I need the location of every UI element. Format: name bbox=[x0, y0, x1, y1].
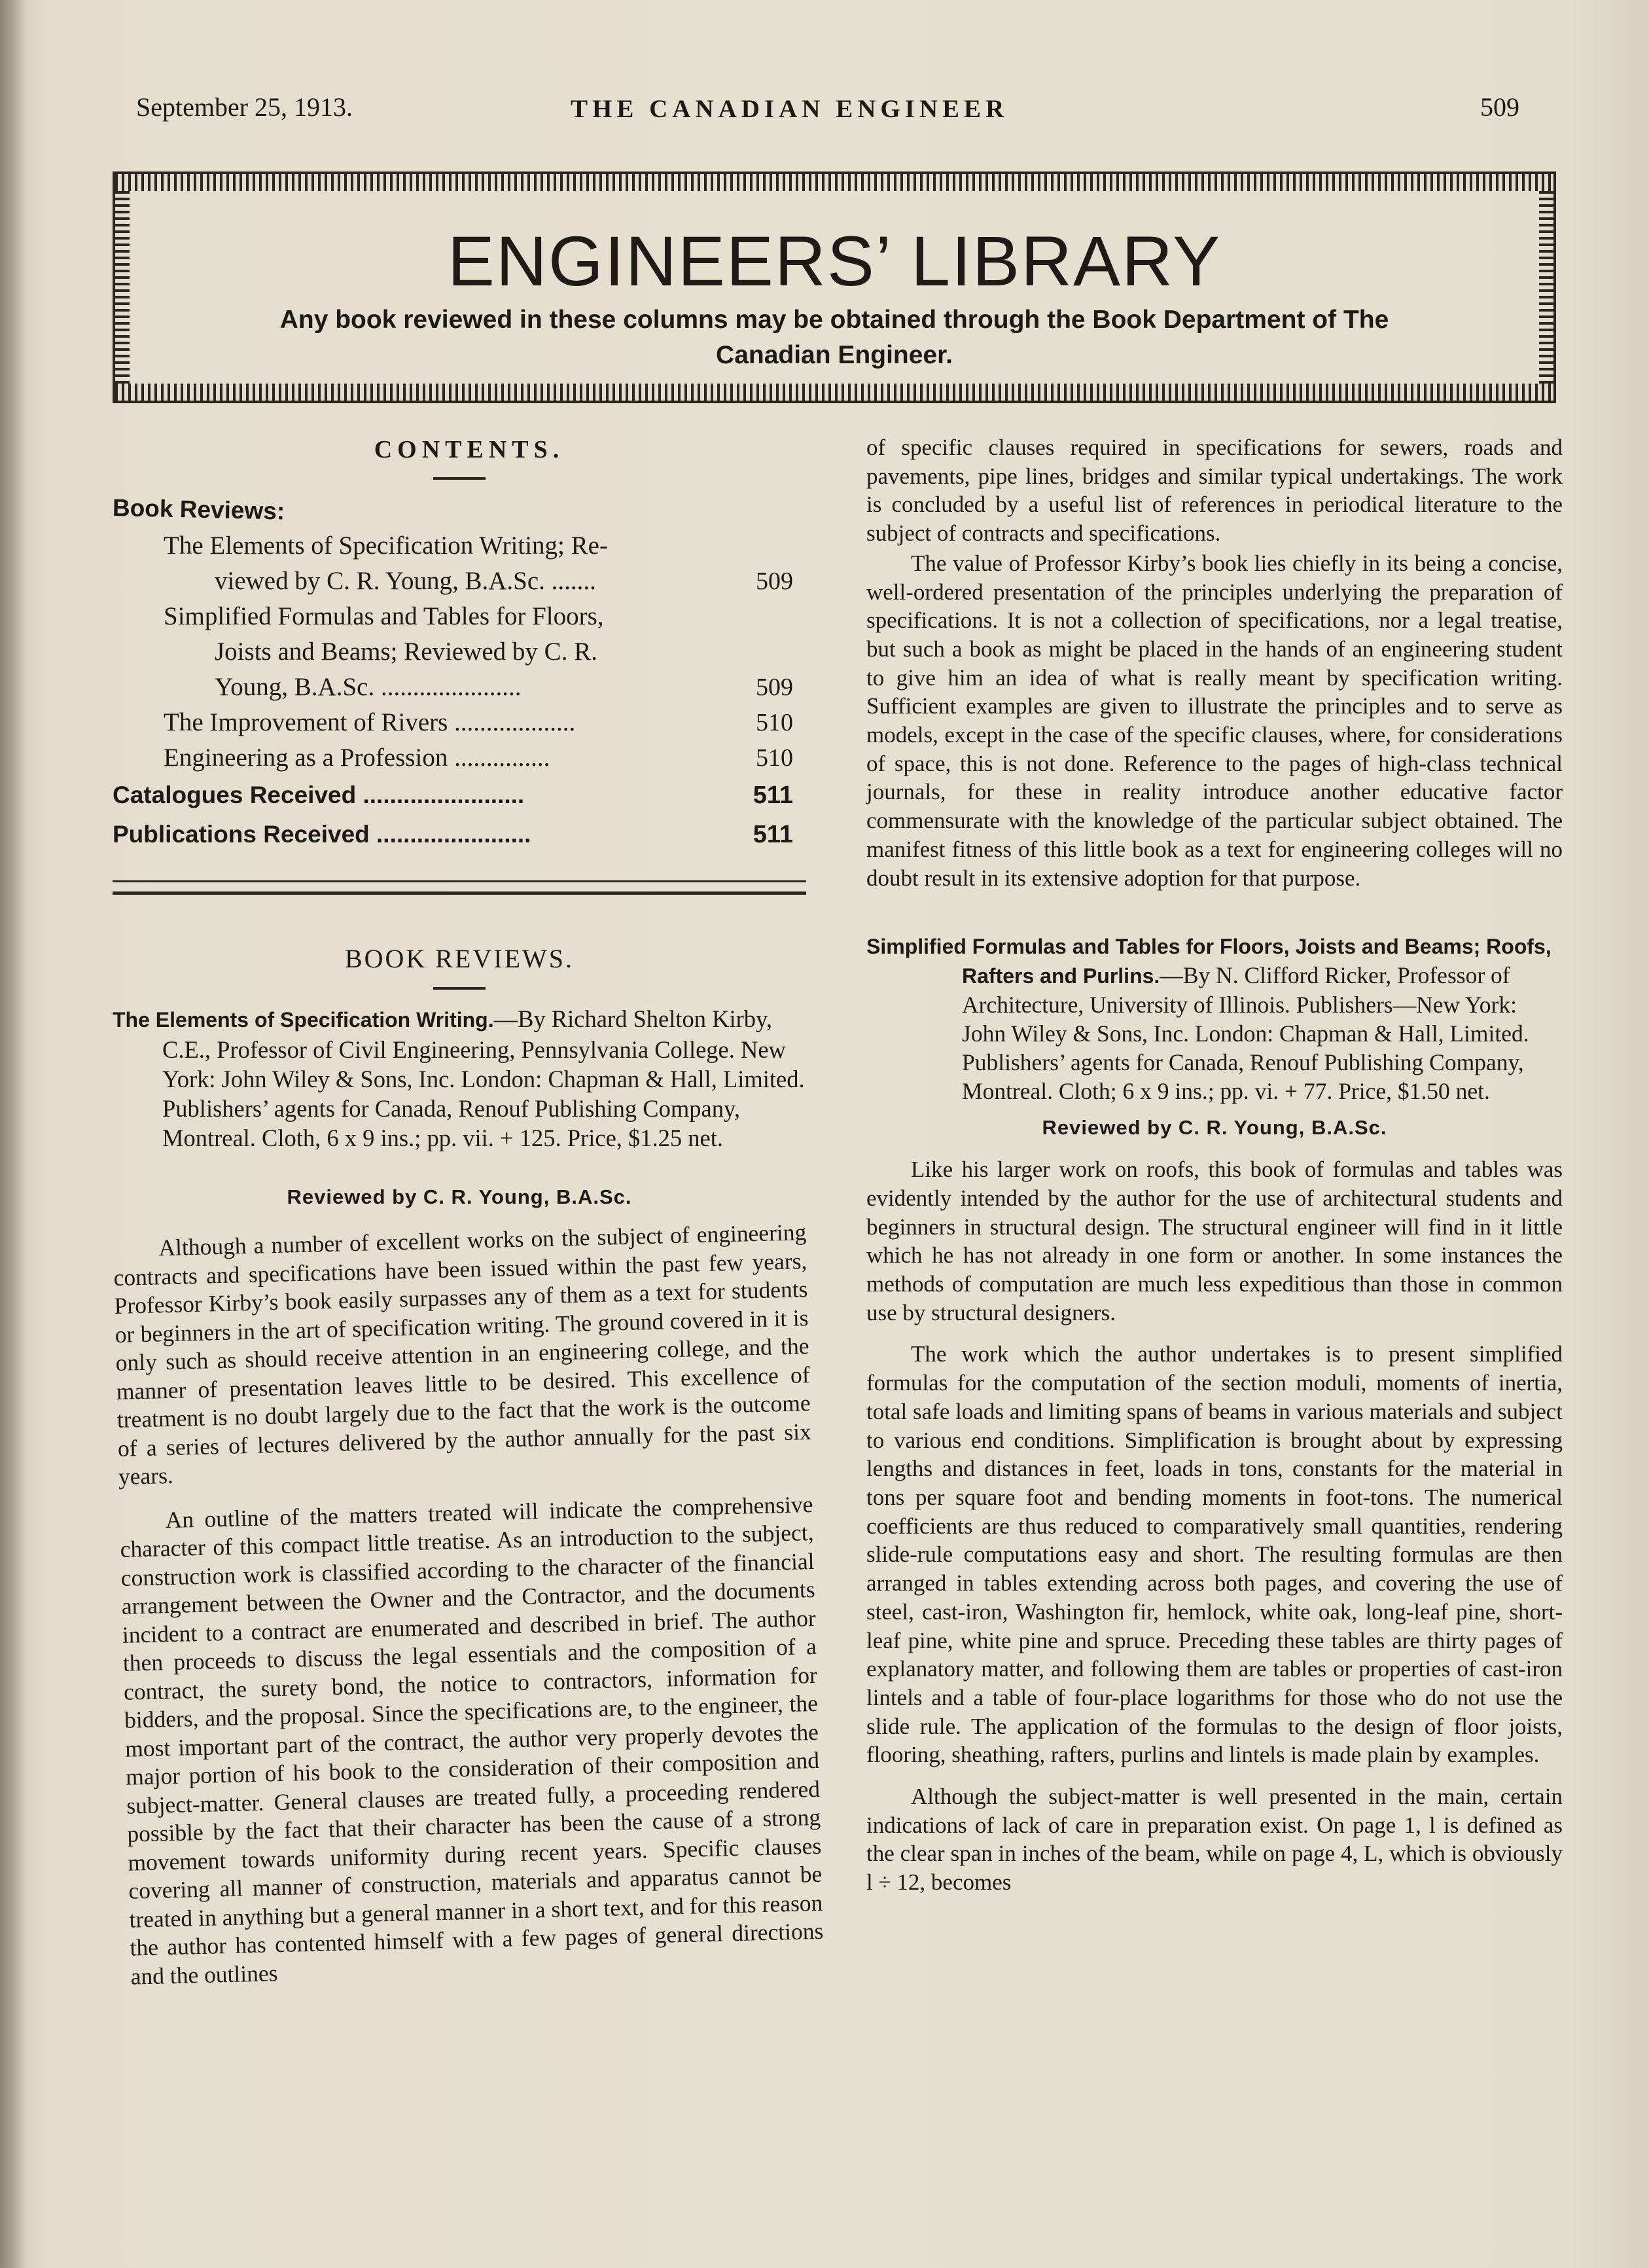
toc-major-label: Publications Received ....................... bbox=[113, 821, 531, 848]
review-paragraph: of specific clauses required in specifications for sewers, roads and pavements, pipe lines, bridges and similar typical undertakings. The work is concluded by a useful list of references in periodical literature to the subject of contracts and specifications. bbox=[866, 435, 1563, 547]
toc-entry bbox=[113, 740, 806, 776]
short-rule bbox=[433, 477, 486, 480]
toc-entry-line: viewed by C. R. Young, B.A.Sc. ....... bbox=[215, 567, 596, 595]
review-2-bibliographic: —By N. Clifford Ricker, Professor of Architecture, University of Illinois. Publishers—New York: John Wiley & Sons, Inc. London: Chapman & Hall, Limited. Publishers’ agents for Canada, Renouf Publishing Company, Montreal. Cloth; 6 x 9 ins.; pp. vi. + 77. Price, $1.50 net. bbox=[962, 962, 1529, 1105]
running-head bbox=[0, 92, 1649, 131]
page-number: 509 bbox=[1480, 92, 1519, 122]
banner-title: ENGINEERS’ LIBRARY bbox=[447, 221, 1222, 300]
banner-hatch-top bbox=[115, 174, 1553, 191]
toc-entry bbox=[113, 528, 806, 599]
toc-entry-line: The Elements of Specification Writing; Re- bbox=[164, 531, 608, 560]
short-rule bbox=[433, 987, 486, 990]
left-column bbox=[112, 435, 824, 2007]
review-1-bibliographic: —By Richard Shelton Kirby, C.E., Professor of Civil Engineering, Pennsylvania College. New York: John Wiley & Sons, Inc. London: Chapman & Hall, Limited. Publishers’ agents for Canada, Renouf Publishing Company, Montreal. Cloth, 6 x 9 ins.; pp. vii. + 125. Price, $1.25 net. bbox=[162, 1005, 805, 1151]
toc-entry-line: Simplified Formulas and Tables for Floors, bbox=[164, 602, 604, 630]
toc-entry-line: Young, B.A.Sc. ...................... bbox=[215, 673, 522, 701]
review-1-reviewer: Reviewed by C. R. Young, B.A.Sc. bbox=[287, 1185, 632, 1208]
section-divider bbox=[113, 880, 806, 895]
toc-major-entry bbox=[113, 776, 806, 815]
toc-entry-line: The Improvement of Rivers ................... bbox=[164, 708, 576, 736]
toc-major-entry bbox=[113, 815, 806, 854]
right-column bbox=[866, 433, 1563, 1898]
issue-date: September 25, 1913. bbox=[136, 92, 353, 122]
toc-page: 511 bbox=[753, 821, 793, 848]
book-reviews-heading: BOOK REVIEWS. bbox=[344, 944, 575, 973]
review-paragraph: An outline of the matters treated will indicate the comprehensive character of this compact little treatise. As an introduction to the subject, construction work is classified according to the character of the financial arrangement between the Owner and the Contractor, and the documents incident to a contract are enumerated and described in brief. The author then proceeds to discuss the legal essentials and the composition of a contract, the surety bond, the notice to contractors, information for bidders, and the proposal. Since the specifications are, to the engineer, the most important part of the contract, the author very properly devotes the major portion of his book to the consideration of their composition and subject-matter. General clauses are treated fully, a proceeding rendered possible by the fact that their character has been the cause of a strong movement towards uniformity during recent years. Specific clauses covering all manner of construction, materials and apparatus cannot be treated in anything but a general manner in a short text, and for this reason the author has contented himself with a few pages of general directions and the outlines bbox=[120, 1490, 824, 1990]
review-2-reviewer: Reviewed by C. R. Young, B.A.Sc. bbox=[1042, 1116, 1387, 1140]
journal-title: THE CANADIAN ENGINEER bbox=[571, 95, 1009, 123]
toc-entry bbox=[113, 705, 806, 740]
review-paragraph: The value of Professor Kirby’s book lies chiefly in its being a concise, well-ordered presentation of the principles underlying the preparation of specifications. It is not a collection of specifications, nor a legal treatise, but such a book as might be placed in the hands of an engineering student to give him an idea of what is really meant by specification writing. Sufficient examples are given to illustrate the principles and to serve as models, except in the case of the specific clauses, where, for considerations of space, this is not done. Reference to the pages of high-class technical journals, for these in reality introduce another educative factor commensurate with the knowledge of the particular subject obtained. The manifest fitness of this little book as a text for engineering colleges will no doubt result in its extensive adoption for that purpose. bbox=[866, 550, 1563, 891]
banner-subtitle: Any book reviewed in these columns may be obtained through the Book Department of The Canadian Engineer. bbox=[279, 306, 1389, 369]
toc-page: 509 bbox=[756, 567, 793, 595]
review-2-citation bbox=[866, 931, 1563, 1106]
review-1-citation bbox=[113, 1004, 806, 1153]
toc-entry bbox=[113, 599, 806, 705]
toc-page: 510 bbox=[756, 709, 793, 736]
review-1-title: The Elements of Specification Writing. bbox=[113, 1008, 494, 1032]
toc-page: 509 bbox=[756, 674, 793, 701]
banner-hatch-bottom bbox=[115, 384, 1553, 401]
toc-entry-line: Engineering as a Profession ............... bbox=[164, 744, 550, 772]
review-paragraph: Like his larger work on roofs, this book of formulas and tables was evidently intended by the author for the use of architectural students and beginners in structural design. The structural engineer will find in it little which he has not already in one form or another. In some instances the methods of computation are much less expeditious than those in common use by structural designers. bbox=[866, 1157, 1563, 1325]
review-paragraph: Although the subject-matter is well presented in the main, certain indications of lack of care in preparation exist. On page 1, l is defined as the clear span in inches of the beam, while on page 4, L, which is obviously l ÷ 12, becomes bbox=[866, 1784, 1563, 1896]
toc-page: 510 bbox=[756, 744, 793, 772]
section-banner bbox=[113, 171, 1556, 403]
toc-entry-line: Joists and Beams; Reviewed by C. R. bbox=[215, 638, 597, 666]
gutter-shadow bbox=[0, 0, 26, 2268]
contents-heading: CONTENTS. bbox=[374, 436, 565, 463]
toc-major-label: Catalogues Received ........................ bbox=[113, 782, 525, 808]
review-paragraph: Although a number of excellent works on the subject of engineering contracts and specifications have been issued within the past few years, Professor Kirby’s book easily surpasses any of them as a text for students or beginners in the art of specification writing. The ground covered in it is only such as should receive attention in an engineering college, and the manner of presentation leaves little to be desired. This excellence of treatment is no doubt largely due to the fact that the work is the outcome of a series of lectures delivered by the author annually for the past six years. bbox=[113, 1219, 812, 1490]
review-1-body bbox=[113, 1218, 824, 1991]
review-paragraph: The work which the author undertakes is to present simplified formulas for the computation of the section moduli, moments of inertia, total safe loads and limiting spans of beams in various materials and subject to various end conditions. Simplification is brought about by expressing lengths and distances in feet, loads in tons, constants for the material in tons per square foot and bending moments in foot-tons. The numerical coefficients are thus reduced to comparatively small quantities, rendering slide-rule computations easy and short. The resulting formulas are then arranged in tables extending across both pages, and covering the use of steel, cast-iron, Washington fir, hemlock, white oak, long-leaf pine, short-leaf pine, white pine and spruce. Preceding these tables are thirty pages of explanatory matter, and following them are tables or properties of cast-iron lintels and a table of four-place logarithms for those who do not use the slide rule. The application of the formulas to the design of floor joists, flooring, sheathing, rafters, purlins and lintels is made plain by examples. bbox=[866, 1341, 1563, 1768]
toc-page: 511 bbox=[753, 782, 793, 809]
review-2-title: Simplified Formulas and Tables for Floors, Joists and Beams; Roofs, Rafters and Purlins. bbox=[866, 935, 1551, 988]
book-reviews-label: Book Reviews: bbox=[112, 494, 285, 525]
